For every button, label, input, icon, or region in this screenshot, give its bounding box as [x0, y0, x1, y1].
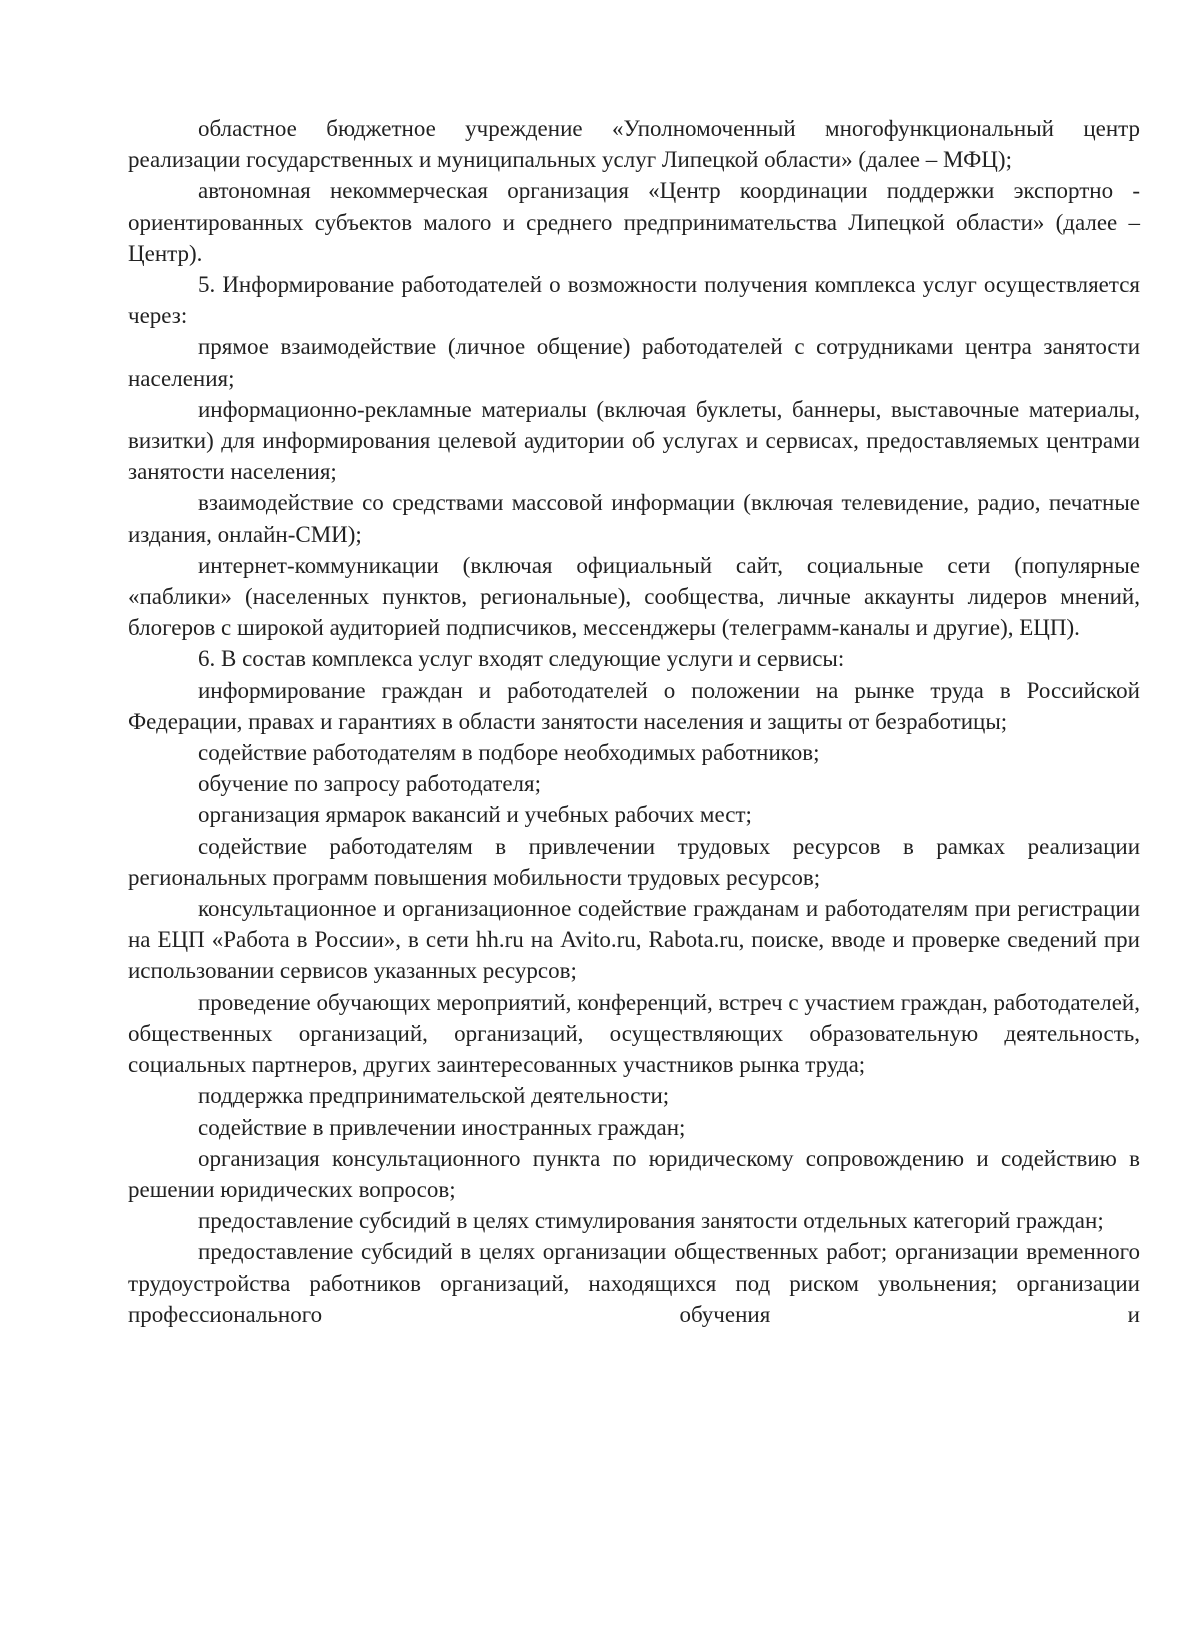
paragraph-informing-citizens: информирование граждан и работодателей о положении на рынке труда в Российской Федерации, правах и гарантиях в области занятости населения и защиты от безработицы; [128, 677, 1140, 734]
paragraph-mfc: областное бюджетное учреждение «Уполномоченный многофункциональный центр реализации государственных и муниципальных услуг Липецкой области» (далее – МФЦ); [128, 116, 1140, 173]
paragraph-mass-media: взаимодействие со средствами массовой информации (включая телевидение, радио, печатные издания, онлайн-СМИ); [128, 490, 1140, 547]
paragraph-public-works-subsidies: предоставление субсидий в целях организации общественных работ; организации временного трудоустройства работников организаций, находящихся под риском увольнения; организации профессионального обучения и [128, 1239, 1140, 1327]
paragraph-job-fairs: организация ярмарок вакансий и учебных рабочих мест; [198, 802, 752, 828]
paragraph-direct-interaction: прямое взаимодействие (личное общение) работодателей с сотрудниками центра занятости населения; [128, 334, 1140, 391]
paragraph-export-center: автономная некоммерческая организация «Центр координации поддержки экспортно - ориентированных субъектов малого и среднего предпринимательства Липецкой области» (далее – Центр). [128, 178, 1140, 266]
document-body [128, 113, 1140, 1330]
paragraph-internet-communications: интернет-коммуникации (включая официальный сайт, социальные сети (популярные «паблики» (населенных пунктов, региональные), сообщества, личные аккаунты лидеров мнений, блогеров с широкой аудиторией подписчиков, мессенджеры (телеграмм-каналы и другие), ЕЦП). [128, 552, 1140, 641]
paragraph-training-events: проведение обучающих мероприятий, конференций, встреч с участием граждан, работодателей, общественных организаций, организаций, осуществляющих образовательную деятельность, социальных партнеров, других заинтересованных участников рынка труда; [128, 989, 1140, 1078]
paragraph-advertising-materials: информационно-рекламные материалы (включая буклеты, баннеры, выставочные материалы, визитки) для информирования целевой аудитории об услугах и сервисах, предоставляемых центрами занятости населения; [128, 396, 1140, 485]
paragraph-labor-mobility: содействие работодателям в привлечении трудовых ресурсов в рамках реализации региональных программ повышения мобильности трудовых ресурсов; [128, 833, 1140, 890]
paragraph-foreign-citizens: содействие в привлечении иностранных граждан; [198, 1114, 686, 1140]
paragraph-employment-subsidies: предоставление субсидий в целях стимулирования занятости отдельных категорий граждан; [198, 1208, 1104, 1234]
paragraph-registration-assistance: консультационное и организационное содействие гражданам и работодателям при регистрации на ЕЦП «Работа в России», в сети hh.ru на Avito.ru, Rabota.ru, поиске, вводе и проверке сведений при использовании сервисов указанных ресурсов; [128, 896, 1140, 984]
paragraph-training-request: обучение по запросу работодателя; [198, 771, 541, 797]
paragraph-selection-assistance: содействие работодателям в подборе необходимых работников; [198, 740, 820, 766]
paragraph-legal-consultation: организация консультационного пункта по юридическому сопровождению и содействию в решении юридических вопросов; [128, 1145, 1140, 1202]
paragraph-item-6: 6. В состав комплекса услуг входят следующие услуги и сервисы: [198, 646, 845, 672]
paragraph-item-5: 5. Информирование работодателей о возможности получения комплекса услуг осуществляется через: [128, 272, 1140, 329]
paragraph-entrepreneurship-support: поддержка предпринимательской деятельности; [198, 1083, 670, 1109]
